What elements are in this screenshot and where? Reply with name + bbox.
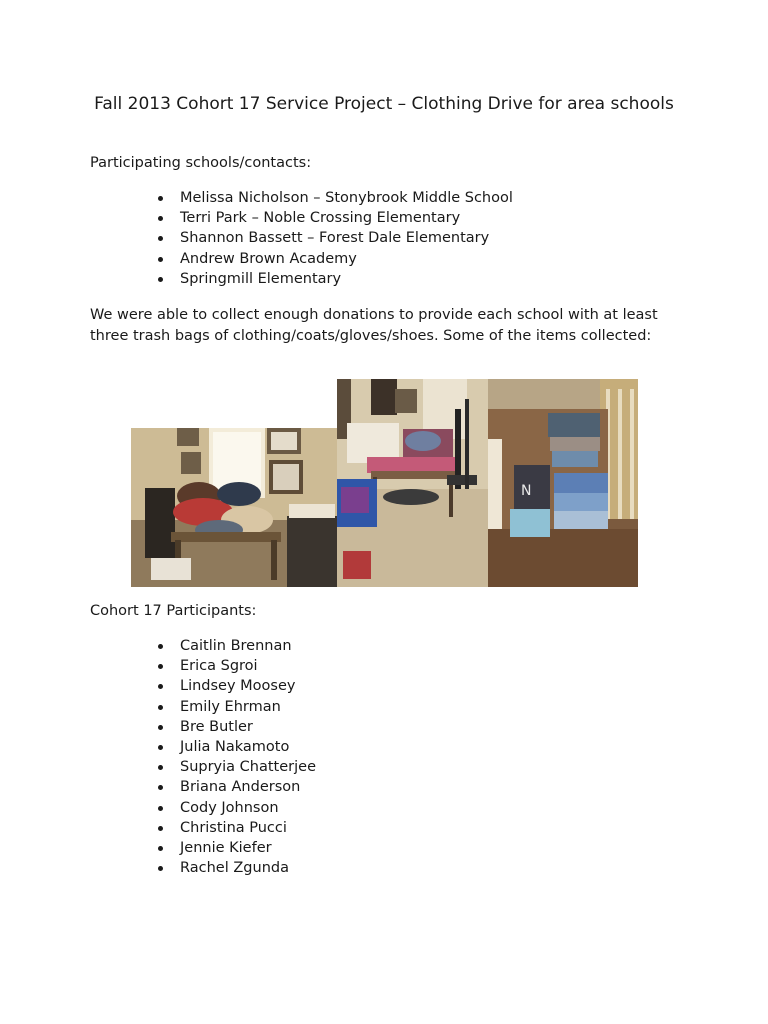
- list-item: Supryia Chatterjee: [180, 757, 316, 777]
- participants-list: [180, 636, 316, 878]
- svg-text:N: N: [521, 483, 532, 499]
- list-item: Briana Anderson: [180, 777, 316, 797]
- schools-list: [180, 188, 513, 289]
- list-item: Terri Park – Noble Crossing Elementary: [180, 208, 513, 228]
- donations-paragraph: We were able to collect enough donations to provide each school with at least three trash bags of clothing/coats/gloves/shoes. Some of the items collected:: [90, 307, 658, 344]
- list-item: Cody Johnson: [180, 798, 316, 818]
- list-item: Caitlin Brennan: [180, 636, 316, 656]
- donations-photo-bench: [131, 428, 337, 587]
- list-item: Melissa Nicholson – Stonybrook Middle School: [180, 188, 513, 208]
- list-item: Lindsey Moosey: [180, 676, 316, 696]
- list-item: Bre Butler: [180, 717, 316, 737]
- document-title: Fall 2013 Cohort 17 Service Project – Clothing Drive for area schools: [94, 94, 674, 114]
- donations-photo-table: [337, 379, 488, 587]
- list-item: Shannon Bassett – Forest Dale Elementary: [180, 228, 513, 248]
- list-item: Julia Nakamoto: [180, 737, 316, 757]
- schools-heading: Participating schools/contacts:: [90, 155, 312, 171]
- participants-heading: Cohort 17 Participants:: [90, 603, 257, 619]
- donations-photo-couch: [488, 379, 638, 587]
- list-item: Christina Pucci: [180, 818, 316, 838]
- list-item: Emily Ehrman: [180, 697, 316, 717]
- list-item: Andrew Brown Academy: [180, 249, 513, 269]
- list-item: Springmill Elementary: [180, 269, 513, 289]
- list-item: Rachel Zgunda: [180, 858, 316, 878]
- list-item: Jennie Kiefer: [180, 838, 316, 858]
- list-item: Erica Sgroi: [180, 656, 316, 676]
